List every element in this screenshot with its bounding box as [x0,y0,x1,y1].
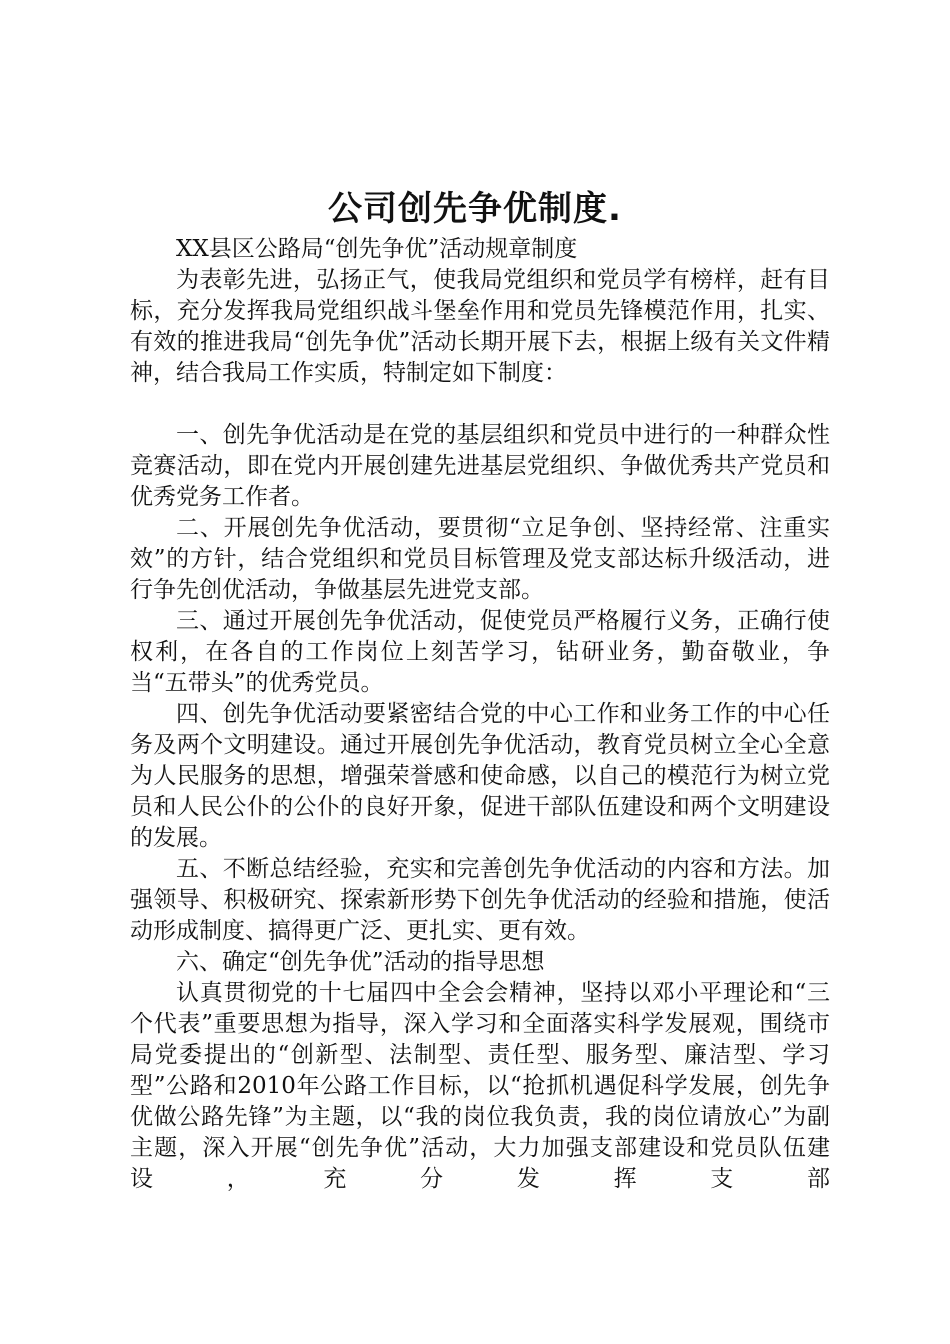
document-title: 公司创先争优制度. [328,189,622,229]
document-body [130,234,830,1195]
paragraph-guiding-ideology: 认真贯彻党的十七届四中全会会精神，坚持以邓小平理论和“三个代表”重要思想为指导，深入学习和全面落实科学发展观，围绕市局党委提出的“创新型、法制型、责任型、服务型、廉洁型、学习型”公路和2010年公路工作目标，以“抢抓机遇促科学发展，创先争优做公路先锋”为主题，以“我的岗位我负责，我的岗位请放心”为副主题，深入开展“创先争优”活动，大力加强支部建设和党员队伍建设，充分发挥支部 [130,980,830,1192]
paragraph-intro: 为表彰先进，弘扬正气，使我局党组织和党员学有榜样，赶有目标，充分发挥我局党组织战斗堡垒作用和党员先锋模范作用，扎实、有效的推进我局“创先争优”活动长期开展下去，根据上级有关文件精神，结合我局工作实质，特制定如下制度： [130,267,830,386]
document-subtitle: XX县区公路局“创先争优”活动规章制度 [176,236,578,262]
paragraph-item-4: 四、创先争优活动要紧密结合党的中心工作和业务工作的中心任务及两个文明建设。通过开展创先争优活动，教育党员树立全心全意为人民服务的思想，增强荣誉感和使命感，以自己的模范行为树立党员和人民公仆的公仆的良好开象，促进干部队伍建设和两个文明建设的发展。 [130,701,830,851]
paragraph-item-1: 一、创先争优活动是在党的基层组织和党员中进行的一种群众性竞赛活动，即在党内开展创建先进基层党组织、争做优秀共产党员和优秀党务工作者。 [130,422,830,510]
paragraph-item-2: 二、开展创先争优活动，要贯彻“立足争创、坚持经常、注重实效”的方针，结合党组织和党员目标管理及党支部达标升级活动，进行争先创优活动，争做基层先进党支部。 [130,515,830,603]
paragraph-item-3: 三、通过开展创先争优活动，促使党员严格履行义务，正确行使权利，在各自的工作岗位上刻苦学习，钻研业务，勤奋敬业，争当“五带头”的优秀党员。 [130,608,830,696]
paragraph-item-6-heading: 六、确定“创先争优”活动的指导思想 [176,949,545,975]
paragraph-item-5: 五、不断总结经验，充实和完善创先争优活动的内容和方法。加强领导、积极研究、探索新形势下创先争优活动的经验和措施，使活动形成制度、搞得更广泛、更扎实、更有效。 [130,856,830,944]
